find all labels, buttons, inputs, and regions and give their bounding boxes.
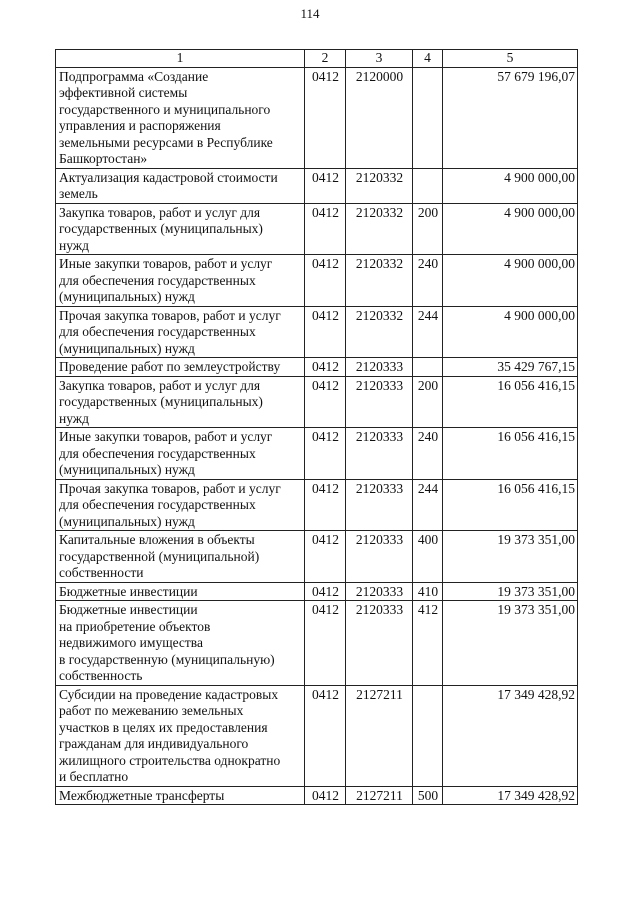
item-name-cell: Проведение работ по землеустройству [56, 358, 305, 377]
item-name-cell: Актуализация кадастровой стоимости земель [56, 168, 305, 203]
column-header-4: 4 [413, 50, 443, 68]
section-code-cell: 0412 [305, 306, 346, 358]
expense-type-cell: 240 [413, 255, 443, 307]
target-code-cell: 2120332 [346, 255, 413, 307]
target-code-cell: 2120333 [346, 479, 413, 531]
expense-type-cell: 200 [413, 376, 443, 428]
item-name-cell: Капитальные вложения в объекты государственной (муниципальной) собственности [56, 531, 305, 583]
section-code-cell: 0412 [305, 358, 346, 377]
item-name-cell: Прочая закупка товаров, работ и услуг для обеспечения государственных (муниципальных) нужд [56, 306, 305, 358]
expense-type-cell: 200 [413, 203, 443, 255]
table-row [56, 376, 578, 428]
amount-cell: 4 900 000,00 [443, 168, 578, 203]
table-row [56, 428, 578, 480]
target-code-cell: 2120332 [346, 306, 413, 358]
budget-table [55, 49, 578, 805]
target-code-cell: 2127211 [346, 685, 413, 786]
item-name-cell: Иные закупки товаров, работ и услуг для обеспечения государственных (муниципальных) нужд [56, 255, 305, 307]
item-name-cell: Иные закупки товаров, работ и услуг для обеспечения государственных (муниципальных) нужд [56, 428, 305, 480]
target-code-cell: 2120333 [346, 582, 413, 601]
section-code-cell: 0412 [305, 479, 346, 531]
table-row [56, 479, 578, 531]
expense-type-cell: 410 [413, 582, 443, 601]
table-header [56, 50, 578, 68]
section-code-cell: 0412 [305, 786, 346, 805]
amount-cell: 4 900 000,00 [443, 255, 578, 307]
item-name-cell: Субсидии на проведение кадастровых работ по межеванию земельных участков в целях их предоставления гражданам для индивидуального жилищного строительства однократно и бесплатно [56, 685, 305, 786]
section-code-cell: 0412 [305, 168, 346, 203]
section-code-cell: 0412 [305, 376, 346, 428]
item-name-cell: Межбюджетные трансферты [56, 786, 305, 805]
amount-cell: 17 349 428,92 [443, 685, 578, 786]
table-row [56, 582, 578, 601]
table-row [56, 168, 578, 203]
amount-cell: 19 373 351,00 [443, 531, 578, 583]
amount-cell: 4 900 000,00 [443, 306, 578, 358]
table-row [56, 685, 578, 786]
target-code-cell: 2120333 [346, 601, 413, 686]
item-name-cell: Бюджетные инвестиции [56, 582, 305, 601]
amount-cell: 16 056 416,15 [443, 376, 578, 428]
expense-type-cell: 240 [413, 428, 443, 480]
expense-type-cell [413, 67, 443, 168]
expense-type-cell: 412 [413, 601, 443, 686]
target-code-cell: 2120333 [346, 376, 413, 428]
amount-cell: 16 056 416,15 [443, 479, 578, 531]
table-row [56, 67, 578, 168]
amount-cell: 16 056 416,15 [443, 428, 578, 480]
amount-cell: 19 373 351,00 [443, 601, 578, 686]
expense-type-cell: 244 [413, 306, 443, 358]
amount-cell: 17 349 428,92 [443, 786, 578, 805]
column-header-1: 1 [56, 50, 305, 68]
table-row [56, 203, 578, 255]
item-name-cell: Подпрограмма «Создание эффективной системы государственного и муниципального управления и распоряжения земельными ресурсами в Республике Башкортостан» [56, 67, 305, 168]
column-header-5: 5 [443, 50, 578, 68]
expense-type-cell: 244 [413, 479, 443, 531]
item-name-cell: Закупка товаров, работ и услуг для государственных (муниципальных) нужд [56, 376, 305, 428]
column-header-3: 3 [346, 50, 413, 68]
section-code-cell: 0412 [305, 531, 346, 583]
section-code-cell: 0412 [305, 685, 346, 786]
expense-type-cell [413, 685, 443, 786]
table-body [56, 67, 578, 805]
item-name-cell: Бюджетные инвестиции на приобретение объектов недвижимого имущества в государственную (муниципальную) собственность [56, 601, 305, 686]
amount-cell: 57 679 196,07 [443, 67, 578, 168]
expense-type-cell: 400 [413, 531, 443, 583]
section-code-cell: 0412 [305, 582, 346, 601]
target-code-cell: 2127211 [346, 786, 413, 805]
page-number: 114 [300, 6, 320, 21]
header-row [56, 50, 578, 68]
section-code-cell: 0412 [305, 67, 346, 168]
target-code-cell: 2120333 [346, 428, 413, 480]
expense-type-cell [413, 168, 443, 203]
table-row [56, 358, 578, 377]
expense-type-cell [413, 358, 443, 377]
column-header-2: 2 [305, 50, 346, 68]
target-code-cell: 2120000 [346, 67, 413, 168]
amount-cell: 35 429 767,15 [443, 358, 578, 377]
target-code-cell: 2120332 [346, 203, 413, 255]
amount-cell: 19 373 351,00 [443, 582, 578, 601]
expense-type-cell: 500 [413, 786, 443, 805]
table-row [56, 786, 578, 805]
table-row [56, 306, 578, 358]
item-name-cell: Прочая закупка товаров, работ и услуг для обеспечения государственных (муниципальных) нужд [56, 479, 305, 531]
target-code-cell: 2120333 [346, 531, 413, 583]
item-name-cell: Закупка товаров, работ и услуг для государственных (муниципальных) нужд [56, 203, 305, 255]
table-row [56, 255, 578, 307]
section-code-cell: 0412 [305, 203, 346, 255]
section-code-cell: 0412 [305, 601, 346, 686]
target-code-cell: 2120333 [346, 358, 413, 377]
table-row [56, 601, 578, 686]
section-code-cell: 0412 [305, 428, 346, 480]
table-row [56, 531, 578, 583]
section-code-cell: 0412 [305, 255, 346, 307]
amount-cell: 4 900 000,00 [443, 203, 578, 255]
target-code-cell: 2120332 [346, 168, 413, 203]
